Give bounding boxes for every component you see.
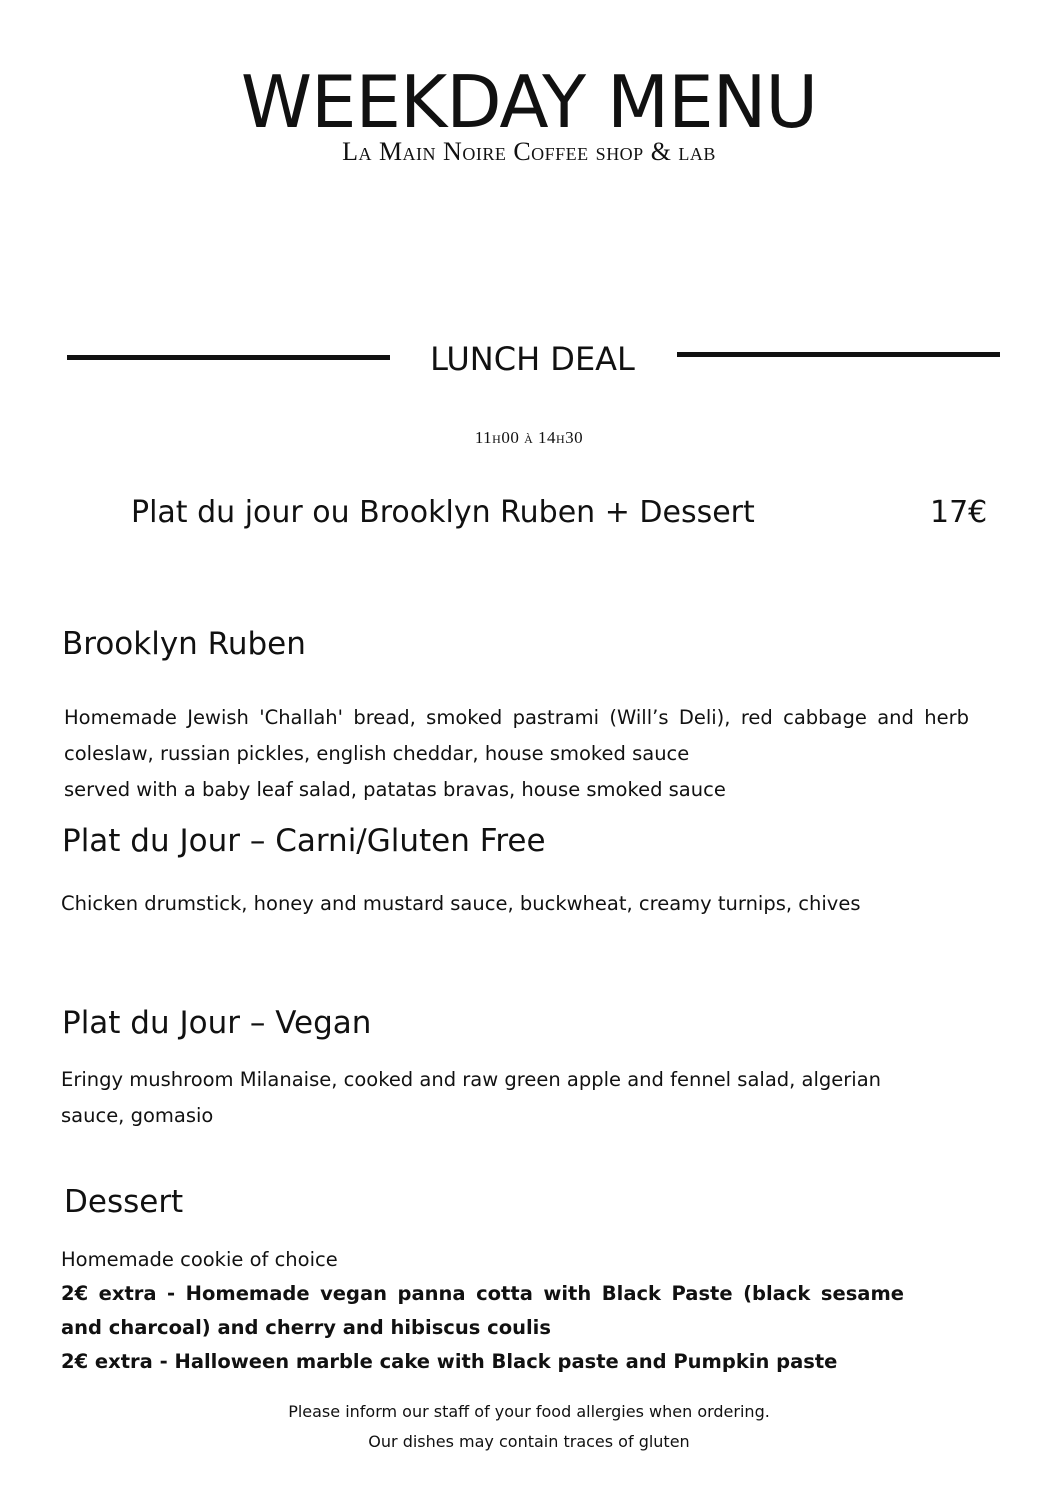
divider-left: [67, 355, 390, 360]
dish-title-brooklyn-ruben: Brooklyn Ruben: [62, 626, 306, 662]
menu-title: WEEKDAY MENU: [240, 60, 818, 144]
dish-title-carni: Plat du Jour – Carni/Gluten Free: [62, 823, 546, 859]
dessert-standard: Homemade cookie of choice: [61, 1248, 338, 1271]
dish-side-brooklyn-ruben: served with a baby leaf salad, patatas bravas, house smoked sauce: [64, 778, 726, 801]
deal-price: 17€: [930, 495, 988, 530]
divider-right: [677, 352, 1000, 357]
dessert-extra-marble-cake: 2€ extra - Halloween marble cake with Black paste and Pumpkin paste: [61, 1350, 838, 1373]
dish-description-vegan: Eringy mushroom Milanaise, cooked and raw green apple and fennel salad, algerian sauce, gomasio: [61, 1068, 882, 1127]
dessert-title: Dessert: [64, 1184, 184, 1220]
deal-offer: Plat du jour ou Brooklyn Ruben + Dessert: [131, 495, 755, 530]
dessert-extra-panna-cotta: 2€ extra - Homemade vegan panna cotta with Black Paste (black sesame and charcoal) and cherry and hibiscus coulis: [61, 1282, 904, 1339]
shop-name: La Main Noire Coffee shop & lab: [342, 137, 716, 166]
dish-title-vegan: Plat du Jour – Vegan: [62, 1005, 372, 1041]
lunch-hours: 11h00 à 14h30: [474, 428, 584, 447]
gluten-notice: Our dishes may contain traces of gluten: [368, 1432, 690, 1451]
lunch-deal-heading: LUNCH DEAL: [430, 340, 635, 378]
dish-description-carni: Chicken drumstick, honey and mustard sauce, buckwheat, creamy turnips, chives: [61, 892, 861, 915]
allergy-notice: Please inform our staff of your food allergies when ordering.: [288, 1402, 770, 1421]
dish-description-brooklyn-ruben: Homemade Jewish 'Challah' bread, smoked pastrami (Will’s Deli), red cabbage and herb coleslaw, russian pickles, english cheddar, house smoked sauce: [64, 706, 969, 765]
